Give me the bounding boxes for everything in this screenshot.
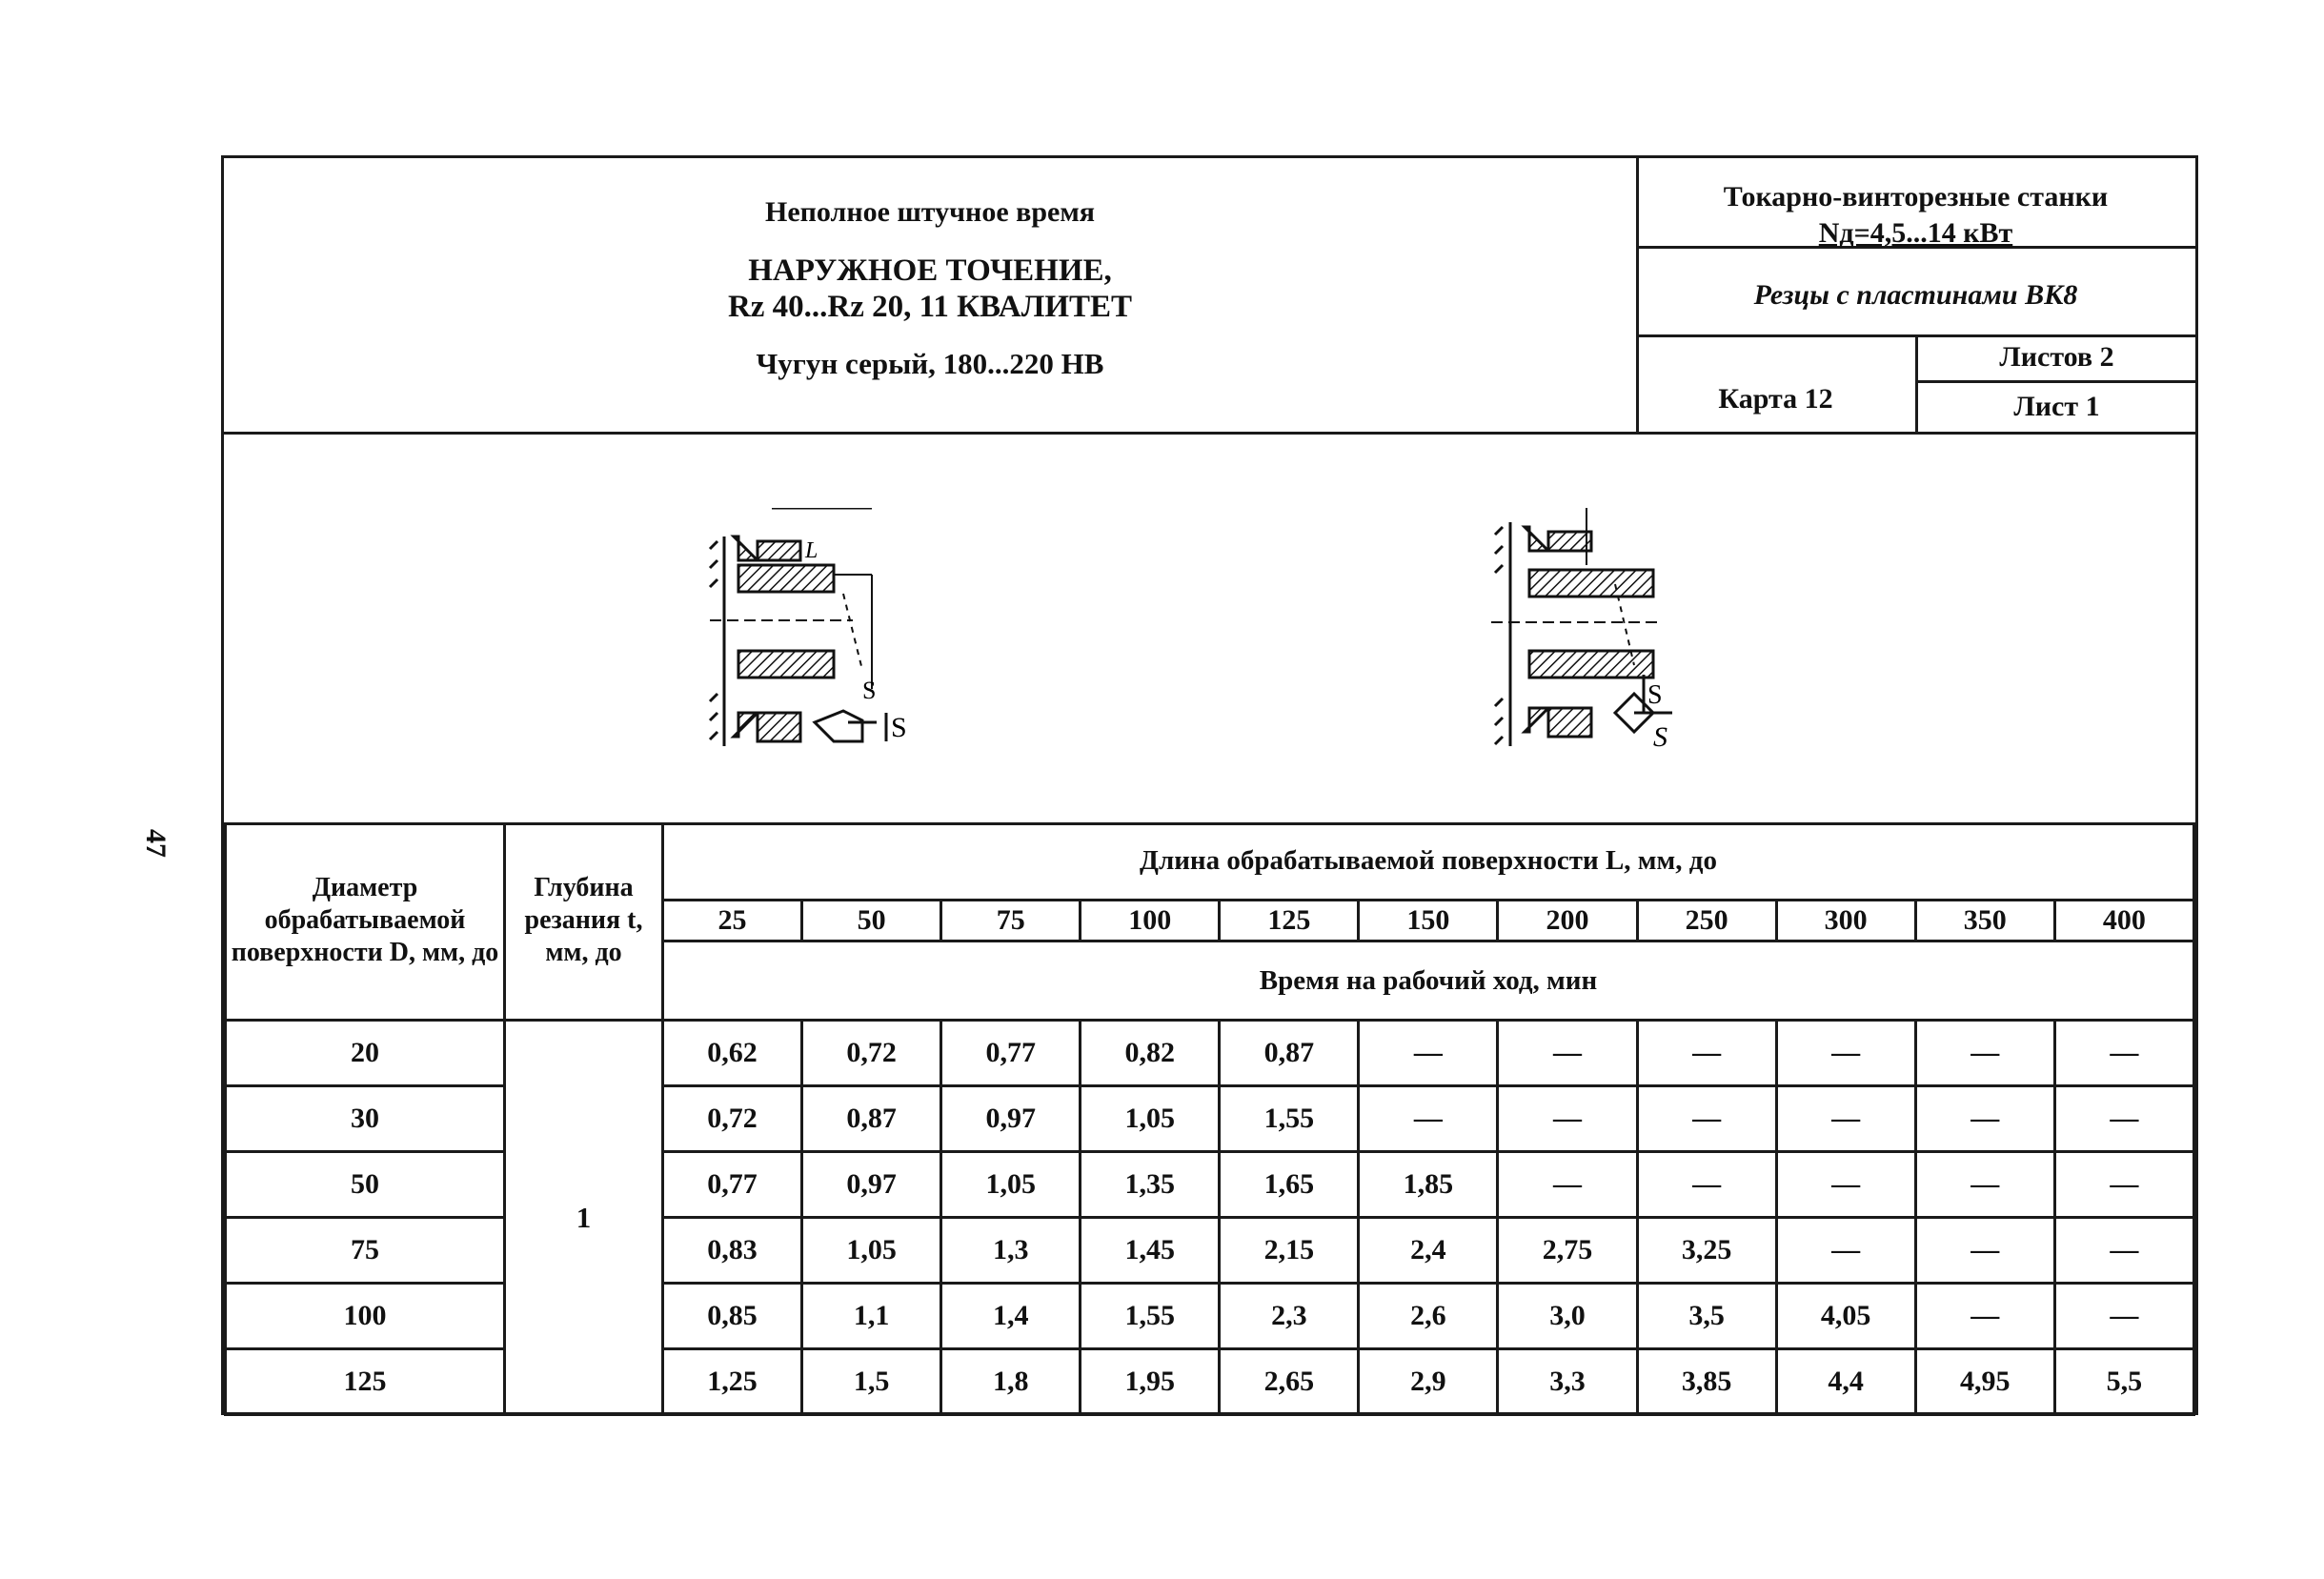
time-value-cell: — <box>1915 1218 2054 1284</box>
time-value-cell: 2,6 <box>1359 1284 1498 1349</box>
length-value-cell: 300 <box>1776 901 1915 941</box>
time-value-cell: 1,1 <box>802 1284 941 1349</box>
diameter-cell: 50 <box>226 1152 505 1218</box>
machine-line2: Nд=4,5...14 кВт <box>1818 217 2013 249</box>
time-value-cell: 2,9 <box>1359 1349 1498 1415</box>
time-value-cell: 1,85 <box>1359 1152 1498 1218</box>
time-value-cell: 0,77 <box>941 1021 1081 1086</box>
time-value-cell: 1,55 <box>1220 1086 1359 1152</box>
length-value-cell: 400 <box>2054 901 2193 941</box>
column-header-diameter: Диаметр обрабатываемой поверхности D, мм, до <box>226 822 505 1021</box>
time-value-cell: 4,4 <box>1776 1349 1915 1415</box>
page-number: 47 <box>140 829 172 858</box>
time-value-cell: 2,75 <box>1498 1218 1637 1284</box>
tool-type: Резцы с пластинами ВК8 <box>1636 249 2195 337</box>
time-value-cell: 0,62 <box>663 1021 802 1086</box>
time-value-cell: — <box>1637 1086 1776 1152</box>
time-value-cell: 3,3 <box>1498 1349 1637 1415</box>
diameter-cell: 75 <box>226 1218 505 1284</box>
length-value-cell: 75 <box>941 901 1081 941</box>
sketch-left-length-label: L <box>805 538 818 563</box>
header-title-line2: Rz 40...Rz 20, 11 КВАЛИТЕТ <box>727 290 1133 324</box>
time-value-cell: 1,05 <box>941 1152 1081 1218</box>
time-value-cell: — <box>1915 1152 2054 1218</box>
time-value-cell: — <box>2054 1284 2193 1349</box>
sketch-right-feed-label-2: S <box>1653 721 1667 753</box>
length-value-cell: 50 <box>802 901 941 941</box>
sheet-number: Лист 1 <box>2013 391 2100 422</box>
sketch-left-feed-label-2: S <box>891 712 907 743</box>
time-value-cell: 1,3 <box>941 1218 1081 1284</box>
time-table <box>224 822 2195 1416</box>
time-value-cell: 0,97 <box>941 1086 1081 1152</box>
depth-cell: 1 <box>505 1021 663 1415</box>
sketch-left-feed-label-1: S <box>862 677 877 704</box>
header-title-line1: НАРУЖНОЕ ТОЧЕНИЕ, <box>748 253 1112 288</box>
header-material: Чугун серый, 180...220 НВ <box>756 347 1104 380</box>
time-value-cell: — <box>1637 1152 1776 1218</box>
time-value-cell: 0,87 <box>1220 1021 1359 1086</box>
time-value-cell: 4,05 <box>1776 1284 1915 1349</box>
time-value-cell: 0,82 <box>1081 1021 1220 1086</box>
length-value-cell: 125 <box>1220 901 1359 941</box>
column-header-length: Длина обрабатываемой поверхности L, мм, до <box>663 822 2194 901</box>
time-value-cell: 0,85 <box>663 1284 802 1349</box>
length-value-cell: 100 <box>1081 901 1220 941</box>
time-value-cell: 0,77 <box>663 1152 802 1218</box>
time-value-cell: — <box>1776 1086 1915 1152</box>
diameter-cell: 100 <box>226 1284 505 1349</box>
time-value-cell: 1,05 <box>1081 1086 1220 1152</box>
sketch-area <box>224 432 2195 825</box>
header-title-block <box>224 158 1639 432</box>
machine-line1: Токарно-винторезные станки <box>1723 181 2109 213</box>
sheets-total: Листов 2 <box>1918 337 2195 383</box>
time-value-cell: 1,5 <box>802 1349 941 1415</box>
column-header-depth: Глубина резания t, мм, до <box>505 822 663 1021</box>
time-value-cell: 4,95 <box>1915 1349 2054 1415</box>
time-value-cell: 0,97 <box>802 1152 941 1218</box>
process-card <box>221 155 2198 1415</box>
time-value-cell: — <box>1637 1021 1776 1086</box>
time-value-cell: 1,65 <box>1220 1152 1359 1218</box>
time-value-cell: 2,4 <box>1359 1218 1498 1284</box>
length-value-cell: 350 <box>1915 901 2054 941</box>
time-value-cell: 1,35 <box>1081 1152 1220 1218</box>
time-value-cell: — <box>1776 1218 1915 1284</box>
time-value-cell: — <box>1359 1086 1498 1152</box>
time-value-cell: — <box>1915 1284 2054 1349</box>
sketch-right-feed-label-1: S <box>1647 680 1663 710</box>
time-value-cell: — <box>2054 1086 2193 1152</box>
time-value-cell: — <box>1498 1152 1637 1218</box>
length-value-cell: 25 <box>663 901 802 941</box>
length-value-cell: 150 <box>1359 901 1498 941</box>
card-number: Карта 12 <box>1636 337 1918 432</box>
diameter-cell: 125 <box>226 1349 505 1415</box>
diameter-cell: 20 <box>226 1021 505 1086</box>
time-value-cell: 2,15 <box>1220 1218 1359 1284</box>
time-value-cell: — <box>1359 1021 1498 1086</box>
time-value-cell: 1,4 <box>941 1284 1081 1349</box>
time-value-cell: 1,25 <box>663 1349 802 1415</box>
time-value-cell: — <box>2054 1152 2193 1218</box>
header-subtitle: Неполное штучное время <box>764 196 1096 228</box>
time-value-cell: 1,45 <box>1081 1218 1220 1284</box>
time-value-cell: 2,65 <box>1220 1349 1359 1415</box>
header-info-block <box>1636 158 2195 432</box>
table-row <box>226 1021 2194 1086</box>
diameter-cell: 30 <box>226 1086 505 1152</box>
time-value-cell: 0,72 <box>663 1086 802 1152</box>
length-value-cell: 200 <box>1498 901 1637 941</box>
time-value-cell: — <box>1498 1021 1637 1086</box>
time-value-cell: 0,83 <box>663 1218 802 1284</box>
time-value-cell: — <box>1776 1152 1915 1218</box>
machine-type <box>1636 158 2195 249</box>
time-value-cell: 1,05 <box>802 1218 941 1284</box>
time-value-cell: — <box>1915 1086 2054 1152</box>
sketch-left-icon <box>700 508 948 770</box>
time-value-cell: 1,55 <box>1081 1284 1220 1349</box>
time-value-cell: 3,25 <box>1637 1218 1776 1284</box>
card-header <box>224 158 2195 435</box>
time-value-cell: — <box>1915 1021 2054 1086</box>
time-value-cell: 1,8 <box>941 1349 1081 1415</box>
time-value-cell: — <box>2054 1021 2193 1086</box>
time-value-cell: 3,85 <box>1637 1349 1776 1415</box>
time-value-cell: 5,5 <box>2054 1349 2193 1415</box>
time-value-cell: 3,5 <box>1637 1284 1776 1349</box>
length-value-cell: 250 <box>1637 901 1776 941</box>
time-value-cell: 3,0 <box>1498 1284 1637 1349</box>
sketch-right-icon <box>1482 508 1748 770</box>
time-label: Время на рабочий ход, мин <box>663 941 2194 1021</box>
time-value-cell: 2,3 <box>1220 1284 1359 1349</box>
time-value-cell: 1,95 <box>1081 1349 1220 1415</box>
time-value-cell: 0,87 <box>802 1086 941 1152</box>
time-value-cell: — <box>1776 1021 1915 1086</box>
time-value-cell: — <box>1498 1086 1637 1152</box>
time-value-cell: — <box>2054 1218 2193 1284</box>
time-value-cell: 0,72 <box>802 1021 941 1086</box>
